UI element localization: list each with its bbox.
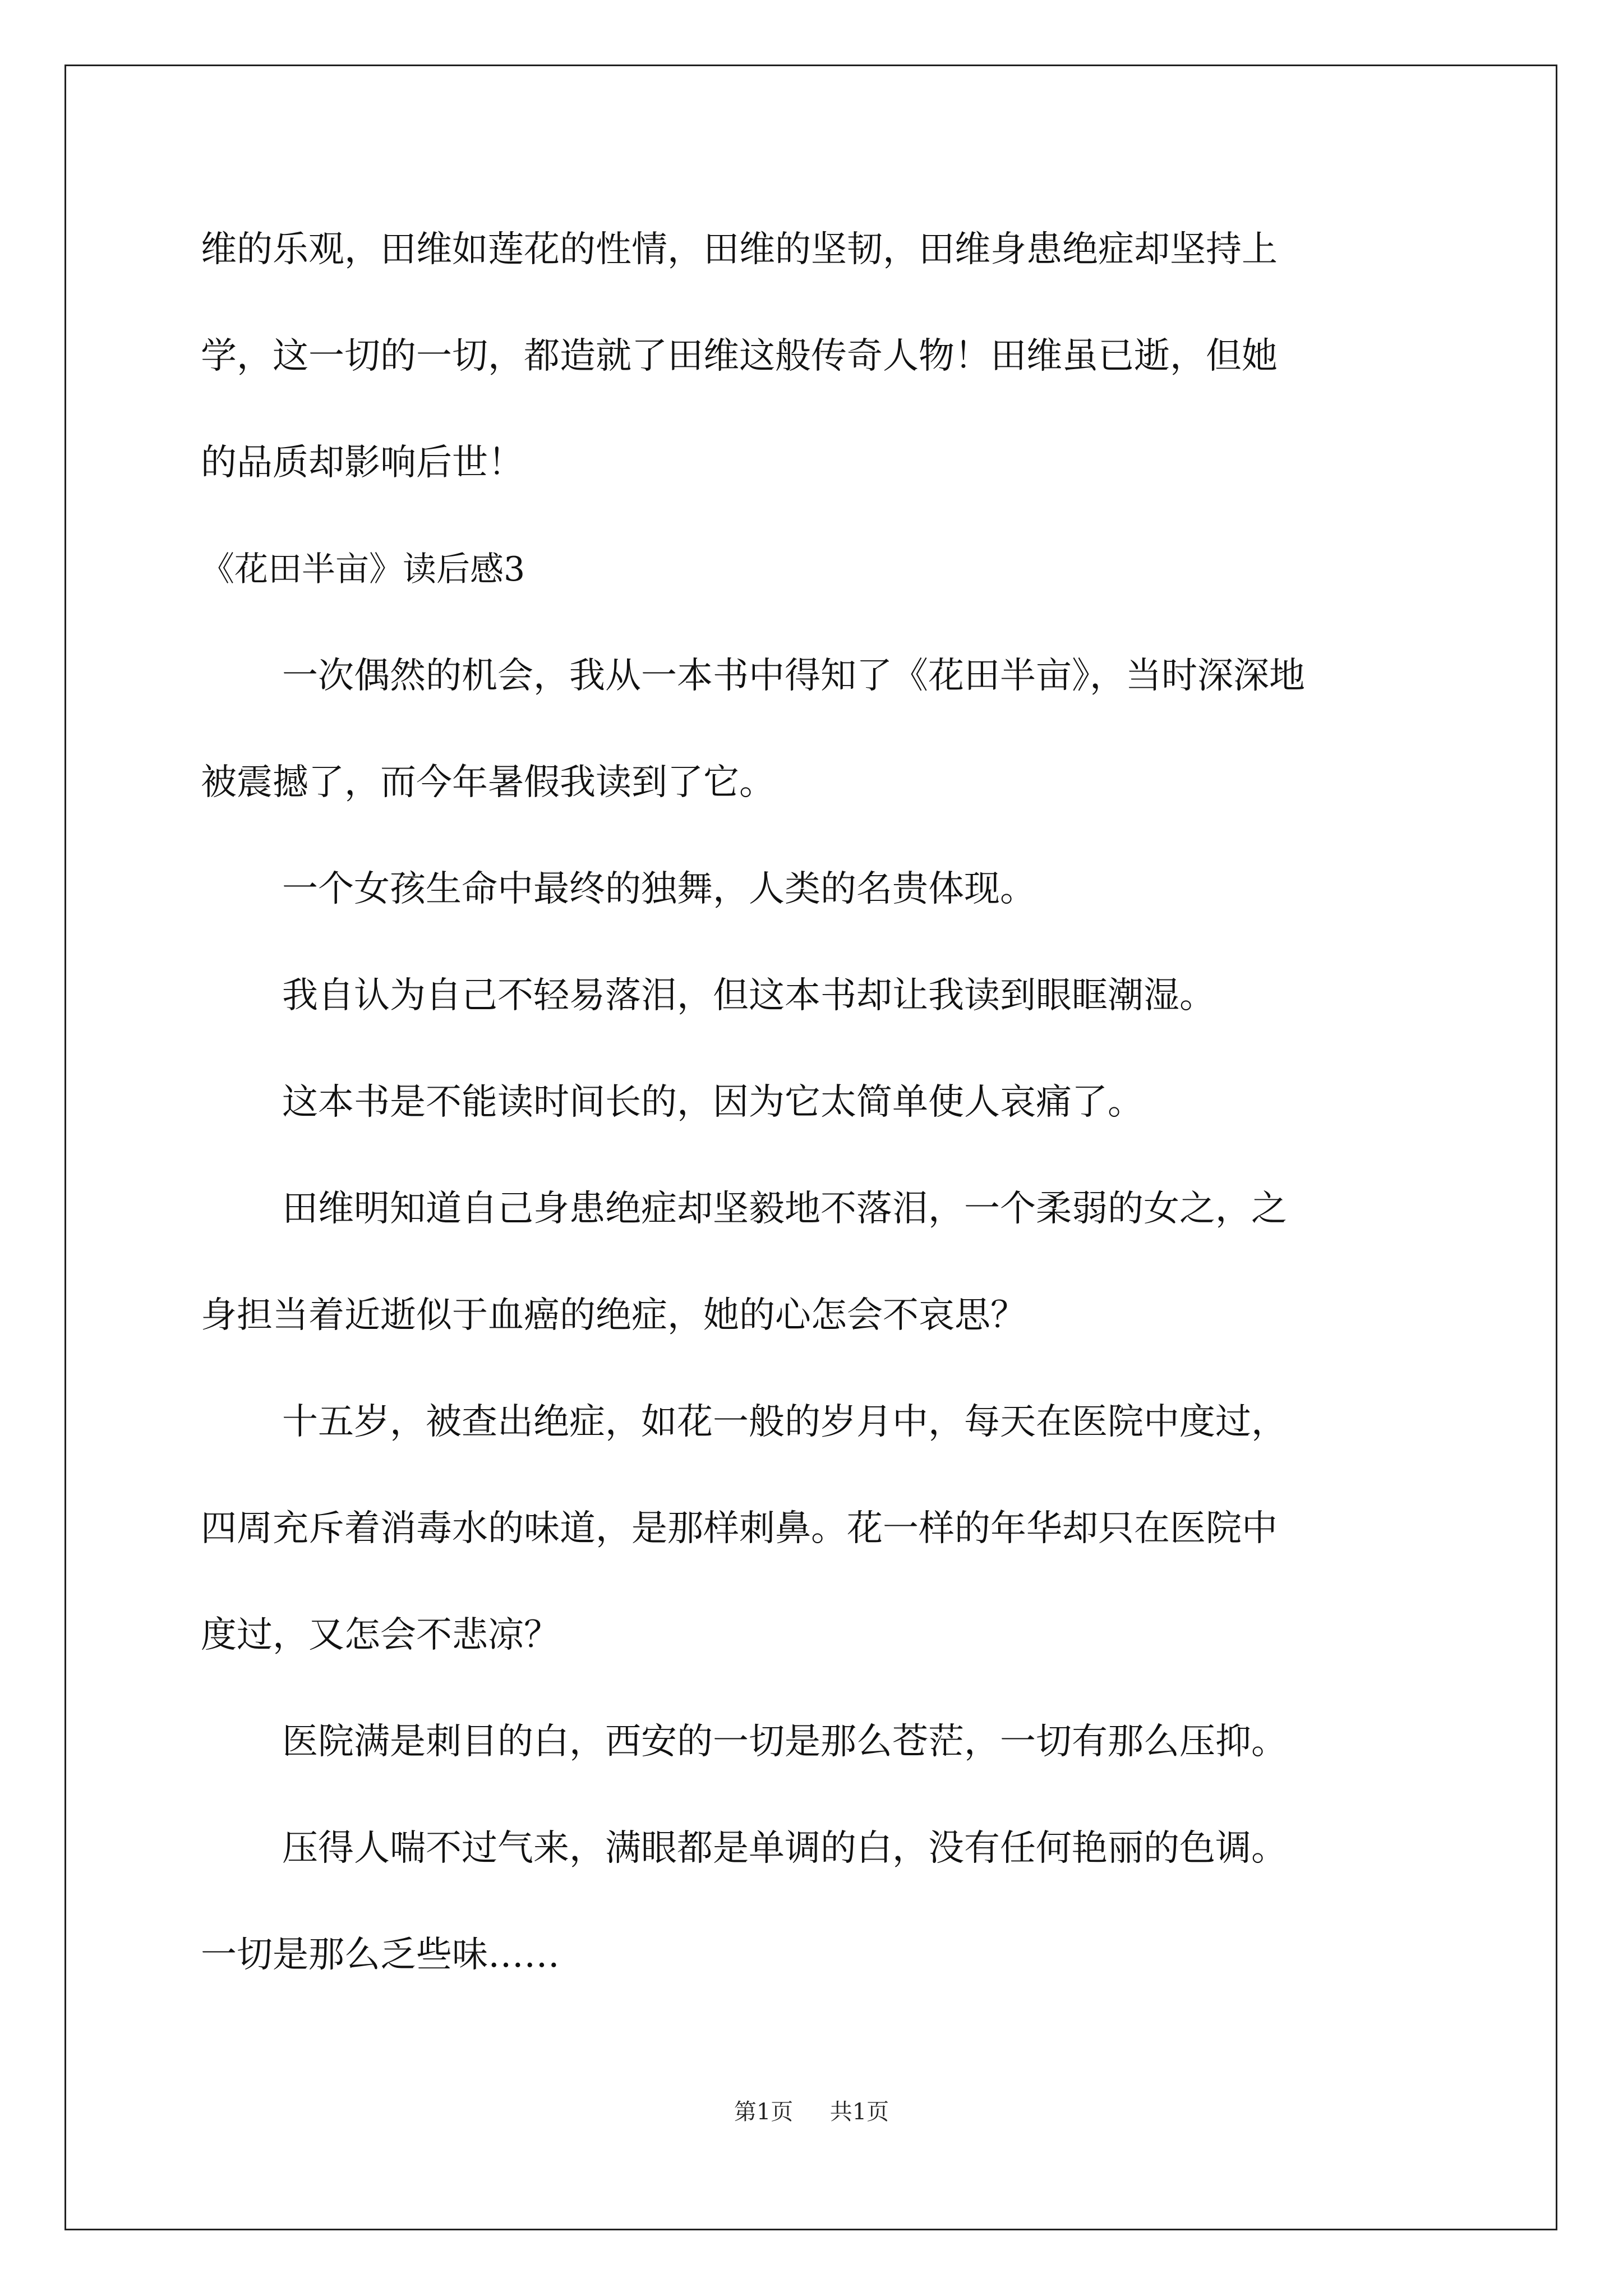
- body-line: 四周充斥着消毒水的味道，是那样刺鼻。花一样的年华却只在医院中: [201, 1508, 1278, 1549]
- page-border: [64, 65, 1557, 2230]
- paragraph-first-line: 一次偶然的机会，我从一本书中得知了《花田半亩》，当时深深地: [282, 655, 1305, 697]
- paragraph-first-line: 压得人喘不过气来，满眼都是单调的白，没有任何艳丽的色调。: [282, 1828, 1287, 1869]
- paragraph-first-line: 一个女孩生命中最终的独舞，人类的名贵体现。: [282, 868, 1036, 910]
- paragraph-first-line: 我自认为自己不轻易落泪，但这本书却让我读到眼眶潮湿。: [282, 975, 1215, 1016]
- paragraph-first-line: 田维明知道自己身患绝症却坚毅地不落泪，一个柔弱的女之，之: [282, 1188, 1287, 1230]
- body-line: 度过，又怎会不悲凉？: [201, 1614, 560, 1656]
- paragraph-first-line: 医院满是刺目的白，西安的一切是那么苍茫，一切有那么压抑。: [282, 1721, 1287, 1763]
- section-heading: 《花田半亩》读后感3: [201, 550, 525, 589]
- page-footer: [0, 2098, 1623, 2126]
- paragraph-first-line: 十五岁，被查出绝症，如花一般的岁月中，每天在医院中度过，: [282, 1401, 1287, 1443]
- page-number-current: 第1页: [734, 2099, 794, 2125]
- body-line: 维的乐观，田维如莲花的性情，田维的坚韧，田维身患绝症却坚持上: [201, 229, 1278, 270]
- body-line: 被震撼了，而今年暑假我读到了它。: [201, 762, 775, 803]
- body-line: 一切是那么乏些味……: [201, 1934, 560, 1976]
- page-number-total: 共1页: [829, 2099, 889, 2125]
- body-line: 身担当着近逝似于血癌的绝症，她的心怎会不哀思？: [201, 1295, 1026, 1336]
- body-line: 的品质却影响后世！: [201, 442, 524, 484]
- body-line: 学，这一切的一切，都造就了田维这般传奇人物！田维虽已逝，但她: [201, 335, 1278, 377]
- paragraph-first-line: 这本书是不能读时间长的，因为它太简单使人哀痛了。: [282, 1082, 1144, 1123]
